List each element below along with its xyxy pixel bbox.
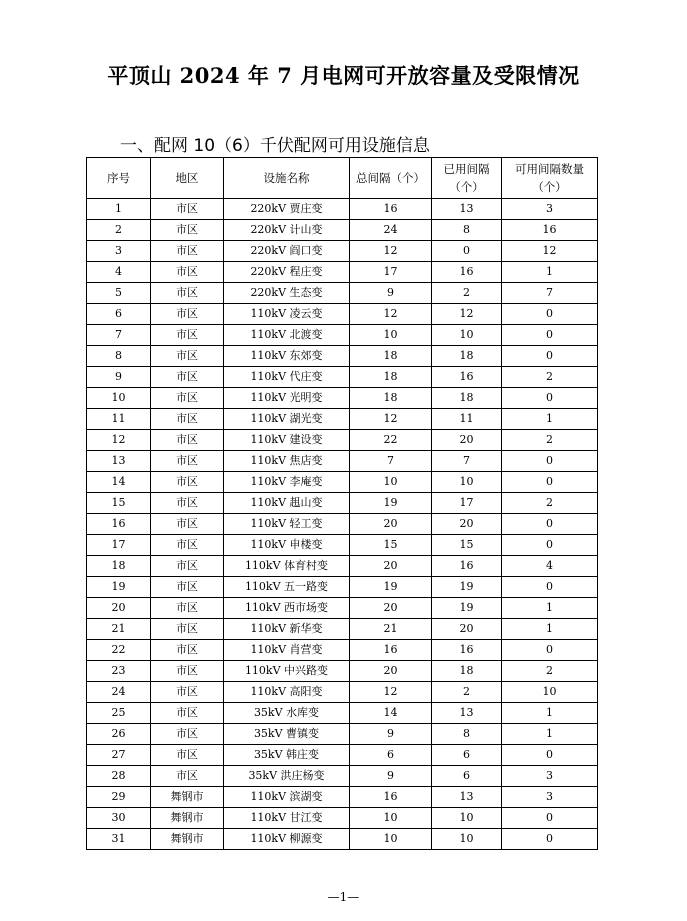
cell-district: 市区: [151, 535, 224, 556]
cell-total: 21: [350, 619, 432, 640]
cell-used: 16: [432, 640, 502, 661]
cell-total: 14: [350, 703, 432, 724]
cell-used: 10: [432, 808, 502, 829]
cell-district: 市区: [151, 472, 224, 493]
cell-used: 19: [432, 598, 502, 619]
cell-used: 13: [432, 787, 502, 808]
cell-index: 16: [87, 514, 151, 535]
cell-district: 市区: [151, 766, 224, 787]
cell-available: 3: [502, 766, 598, 787]
cell-index: 5: [87, 283, 151, 304]
cell-facility: 110kV 滨湖变: [224, 787, 350, 808]
cell-total: 19: [350, 493, 432, 514]
table-row: [87, 409, 598, 430]
cell-facility: 110kV 湖光变: [224, 409, 350, 430]
cell-available: 16: [502, 220, 598, 241]
cell-index: 21: [87, 619, 151, 640]
cell-district: 市区: [151, 388, 224, 409]
cell-index: 28: [87, 766, 151, 787]
cell-facility: 110kV 西市场变: [224, 598, 350, 619]
cell-facility: 35kV 水库变: [224, 703, 350, 724]
cell-district: 市区: [151, 451, 224, 472]
cell-district: 市区: [151, 577, 224, 598]
cell-district: 市区: [151, 556, 224, 577]
cell-available: 0: [502, 346, 598, 367]
cell-district: 市区: [151, 367, 224, 388]
cell-used: 16: [432, 367, 502, 388]
cell-used: 12: [432, 304, 502, 325]
cell-facility: 110kV 甘江变: [224, 808, 350, 829]
cell-facility: 110kV 高阳变: [224, 682, 350, 703]
cell-total: 9: [350, 766, 432, 787]
cell-total: 6: [350, 745, 432, 766]
cell-used: 8: [432, 724, 502, 745]
cell-used: 10: [432, 325, 502, 346]
cell-index: 27: [87, 745, 151, 766]
document-title: 平顶山 2024 年 7 月电网可开放容量及受限情况: [107, 63, 580, 88]
cell-index: 2: [87, 220, 151, 241]
cell-district: 市区: [151, 514, 224, 535]
cell-total: 7: [350, 451, 432, 472]
table-row: [87, 283, 598, 304]
cell-index: 30: [87, 808, 151, 829]
cell-total: 18: [350, 346, 432, 367]
cell-used: 20: [432, 514, 502, 535]
table-row: [87, 745, 598, 766]
cell-index: 11: [87, 409, 151, 430]
header-available-line2: （个）: [532, 180, 567, 194]
cell-total: 22: [350, 430, 432, 451]
cell-district: 市区: [151, 703, 224, 724]
cell-available: 2: [502, 367, 598, 388]
cell-facility: 110kV 中兴路变: [224, 661, 350, 682]
cell-available: 3: [502, 787, 598, 808]
cell-facility: 110kV 李庵变: [224, 472, 350, 493]
cell-district: 市区: [151, 220, 224, 241]
cell-index: 23: [87, 661, 151, 682]
cell-index: 17: [87, 535, 151, 556]
table-row: [87, 367, 598, 388]
table-row: [87, 577, 598, 598]
cell-available: 2: [502, 493, 598, 514]
cell-district: 市区: [151, 346, 224, 367]
cell-available: 1: [502, 703, 598, 724]
cell-district: 市区: [151, 430, 224, 451]
cell-district: 舞钢市: [151, 808, 224, 829]
cell-available: 1: [502, 262, 598, 283]
cell-facility: 110kV 五一路变: [224, 577, 350, 598]
cell-total: 20: [350, 598, 432, 619]
cell-available: 0: [502, 577, 598, 598]
cell-district: 舞钢市: [151, 787, 224, 808]
table-row: [87, 619, 598, 640]
cell-index: 29: [87, 787, 151, 808]
cell-index: 8: [87, 346, 151, 367]
cell-facility: 35kV 曹镇变: [224, 724, 350, 745]
cell-available: 1: [502, 598, 598, 619]
cell-facility: 220kV 阎口变: [224, 241, 350, 262]
cell-total: 19: [350, 577, 432, 598]
cell-total: 9: [350, 283, 432, 304]
cell-total: 10: [350, 808, 432, 829]
cell-used: 10: [432, 472, 502, 493]
cell-available: 0: [502, 640, 598, 661]
cell-facility: 110kV 趄山变: [224, 493, 350, 514]
cell-total: 10: [350, 325, 432, 346]
cell-district: 市区: [151, 262, 224, 283]
cell-total: 17: [350, 262, 432, 283]
table-row: [87, 556, 598, 577]
cell-index: 9: [87, 367, 151, 388]
cell-used: 18: [432, 346, 502, 367]
table-row: [87, 241, 598, 262]
cell-district: 市区: [151, 661, 224, 682]
cell-district: 市区: [151, 304, 224, 325]
cell-index: 4: [87, 262, 151, 283]
table-row: [87, 325, 598, 346]
table-row: [87, 514, 598, 535]
cell-facility: 110kV 肖营变: [224, 640, 350, 661]
cell-index: 25: [87, 703, 151, 724]
cell-used: 7: [432, 451, 502, 472]
cell-district: 市区: [151, 199, 224, 220]
cell-available: 10: [502, 682, 598, 703]
cell-index: 6: [87, 304, 151, 325]
cell-total: 20: [350, 661, 432, 682]
cell-district: 市区: [151, 409, 224, 430]
cell-used: 2: [432, 283, 502, 304]
header-facility: 设施名称: [224, 158, 350, 199]
cell-district: 舞钢市: [151, 829, 224, 850]
cell-available: 0: [502, 829, 598, 850]
cell-used: 2: [432, 682, 502, 703]
cell-district: 市区: [151, 619, 224, 640]
cell-available: 0: [502, 535, 598, 556]
cell-total: 18: [350, 367, 432, 388]
cell-facility: 110kV 焦店变: [224, 451, 350, 472]
cell-total: 24: [350, 220, 432, 241]
cell-index: 22: [87, 640, 151, 661]
cell-available: 0: [502, 451, 598, 472]
header-available-line1: 可用间隔数量: [515, 162, 584, 176]
cell-index: 18: [87, 556, 151, 577]
cell-available: 2: [502, 430, 598, 451]
cell-facility: 110kV 建设变: [224, 430, 350, 451]
cell-total: 12: [350, 241, 432, 262]
cell-total: 18: [350, 388, 432, 409]
cell-index: 12: [87, 430, 151, 451]
table-row: [87, 682, 598, 703]
header-used-line2: （个）: [449, 180, 484, 194]
cell-facility: 110kV 柳源变: [224, 829, 350, 850]
cell-facility: 110kV 申楼变: [224, 535, 350, 556]
table-row: [87, 262, 598, 283]
cell-facility: 110kV 代庄变: [224, 367, 350, 388]
cell-index: 7: [87, 325, 151, 346]
cell-total: 12: [350, 409, 432, 430]
cell-facility: 110kV 光明变: [224, 388, 350, 409]
cell-total: 10: [350, 829, 432, 850]
cell-total: 16: [350, 199, 432, 220]
header-available: [502, 158, 598, 199]
table-row: [87, 220, 598, 241]
cell-used: 19: [432, 577, 502, 598]
cell-available: 4: [502, 556, 598, 577]
cell-district: 市区: [151, 283, 224, 304]
cell-used: 13: [432, 703, 502, 724]
table-row: [87, 829, 598, 850]
page-number: —1—: [327, 890, 360, 904]
cell-facility: 110kV 体育村变: [224, 556, 350, 577]
cell-used: 16: [432, 262, 502, 283]
table-row: [87, 535, 598, 556]
cell-district: 市区: [151, 682, 224, 703]
table-row: [87, 724, 598, 745]
cell-used: 17: [432, 493, 502, 514]
cell-facility: 110kV 凌云变: [224, 304, 350, 325]
cell-district: 市区: [151, 598, 224, 619]
cell-index: 14: [87, 472, 151, 493]
table-row: [87, 304, 598, 325]
cell-available: 7: [502, 283, 598, 304]
table-row: [87, 430, 598, 451]
cell-used: 10: [432, 829, 502, 850]
cell-used: 18: [432, 661, 502, 682]
table-row: [87, 493, 598, 514]
cell-available: 0: [502, 514, 598, 535]
cell-total: 16: [350, 640, 432, 661]
cell-available: 1: [502, 619, 598, 640]
header-total: 总间隔（个）: [350, 158, 432, 199]
cell-available: 0: [502, 304, 598, 325]
table-header-row: [87, 158, 598, 199]
table-row: [87, 199, 598, 220]
cell-index: 1: [87, 199, 151, 220]
cell-available: 0: [502, 388, 598, 409]
cell-facility: 110kV 轻工变: [224, 514, 350, 535]
cell-index: 3: [87, 241, 151, 262]
header-used: [432, 158, 502, 199]
cell-available: 0: [502, 472, 598, 493]
cell-index: 20: [87, 598, 151, 619]
cell-available: 12: [502, 241, 598, 262]
cell-district: 市区: [151, 724, 224, 745]
table-row: [87, 388, 598, 409]
cell-total: 12: [350, 304, 432, 325]
cell-district: 市区: [151, 241, 224, 262]
cell-available: 0: [502, 808, 598, 829]
header-district: 地区: [151, 158, 224, 199]
cell-used: 6: [432, 745, 502, 766]
table-row: [87, 787, 598, 808]
cell-facility: 220kV 贾庄变: [224, 199, 350, 220]
cell-used: 18: [432, 388, 502, 409]
cell-total: 9: [350, 724, 432, 745]
cell-district: 市区: [151, 325, 224, 346]
table-row: [87, 703, 598, 724]
cell-index: 15: [87, 493, 151, 514]
cell-used: 20: [432, 619, 502, 640]
table-row: [87, 766, 598, 787]
table-row: [87, 472, 598, 493]
cell-available: 0: [502, 745, 598, 766]
cell-total: 10: [350, 472, 432, 493]
header-used-line1: 已用间隔: [443, 162, 490, 176]
cell-facility: 220kV 程庄变: [224, 262, 350, 283]
table-row: [87, 640, 598, 661]
cell-index: 19: [87, 577, 151, 598]
cell-available: 1: [502, 724, 598, 745]
header-index: 序号: [87, 158, 151, 199]
cell-index: 24: [87, 682, 151, 703]
table-row: [87, 451, 598, 472]
cell-used: 15: [432, 535, 502, 556]
cell-district: 市区: [151, 640, 224, 661]
cell-facility: 35kV 韩庄变: [224, 745, 350, 766]
cell-available: 0: [502, 325, 598, 346]
cell-used: 8: [432, 220, 502, 241]
cell-total: 12: [350, 682, 432, 703]
cell-available: 1: [502, 409, 598, 430]
table-row: [87, 598, 598, 619]
table-row: [87, 661, 598, 682]
cell-used: 16: [432, 556, 502, 577]
cell-facility: 110kV 北渡变: [224, 325, 350, 346]
cell-facility: 220kV 计山变: [224, 220, 350, 241]
cell-total: 16: [350, 787, 432, 808]
cell-index: 13: [87, 451, 151, 472]
cell-used: 20: [432, 430, 502, 451]
cell-facility: 110kV 东郊变: [224, 346, 350, 367]
cell-district: 市区: [151, 745, 224, 766]
cell-used: 6: [432, 766, 502, 787]
cell-available: 3: [502, 199, 598, 220]
cell-index: 31: [87, 829, 151, 850]
cell-district: 市区: [151, 493, 224, 514]
cell-used: 11: [432, 409, 502, 430]
cell-index: 26: [87, 724, 151, 745]
cell-facility: 220kV 生态变: [224, 283, 350, 304]
cell-used: 0: [432, 241, 502, 262]
cell-total: 20: [350, 556, 432, 577]
table-row: [87, 808, 598, 829]
cell-available: 2: [502, 661, 598, 682]
facility-table: [86, 157, 598, 850]
table-row: [87, 346, 598, 367]
cell-used: 13: [432, 199, 502, 220]
cell-total: 20: [350, 514, 432, 535]
cell-total: 15: [350, 535, 432, 556]
cell-facility: 35kV 洪庄杨变: [224, 766, 350, 787]
cell-facility: 110kV 新华变: [224, 619, 350, 640]
table-body: [87, 199, 598, 850]
section-heading: 一、配网 10（6）千伏配网可用设施信息: [120, 136, 430, 156]
cell-index: 10: [87, 388, 151, 409]
